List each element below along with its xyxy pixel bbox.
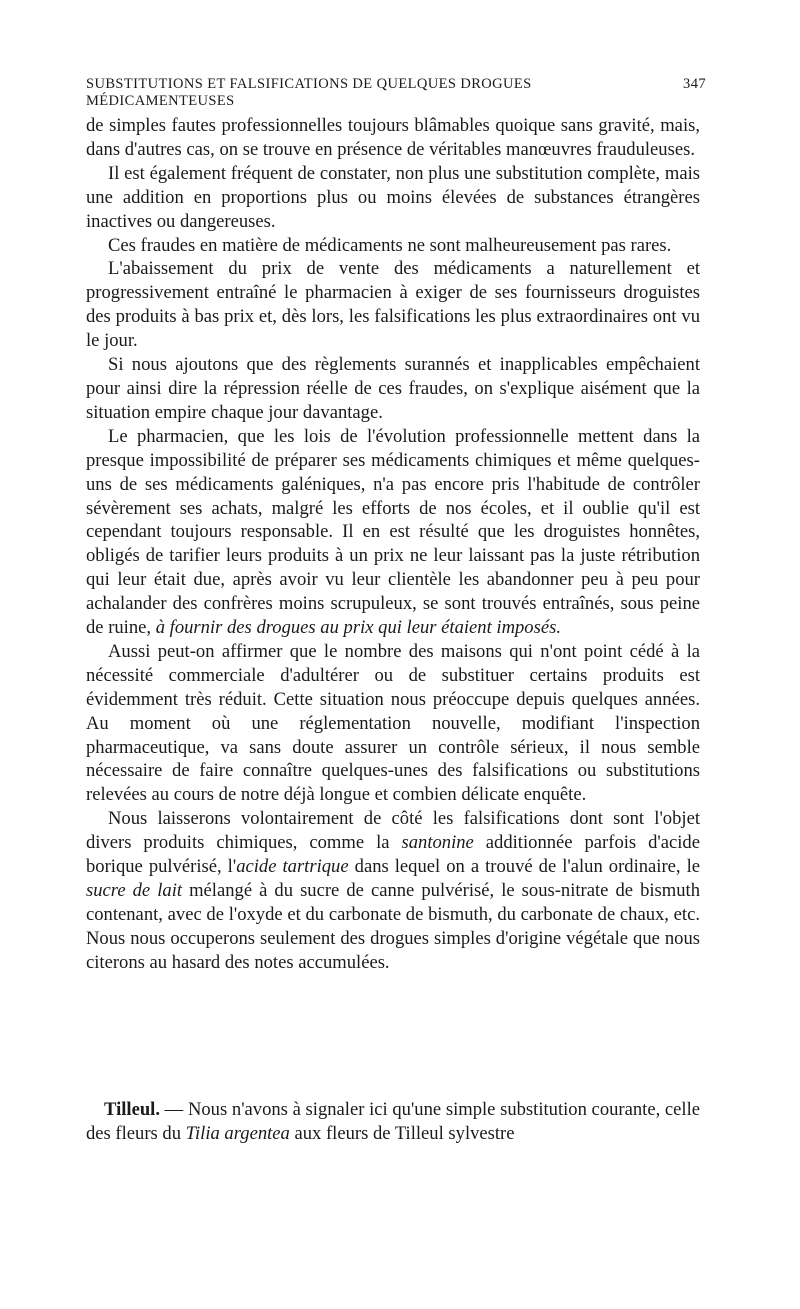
paragraph-text: Nous laisserons volontairement de côté les falsifications dont sont l'objet divers produits chimiques, comme la [86, 808, 700, 854]
paragraph-text: dans lequel on a trouvé de l'alun ordinaire, le [354, 856, 700, 878]
running-head [86, 76, 706, 110]
section-text: Nous n'avons à signaler ici qu'une simple substitution courante, celle des fleurs du [86, 1099, 700, 1144]
paragraph [86, 807, 700, 974]
italic-species: Tilia argentea [185, 1122, 290, 1144]
paragraph: L'abaissement du prix de vente des médicaments a naturellement et progressivement entraîné le pharmacien à exiger de ses fournisseurs droguistes des produits à bas prix et, dès lors, les falsifications les plus extraordinaires ont vu le jour. [86, 258, 700, 352]
paragraph: Ces fraudes en matière de médicaments ne sont malheureusement pas rares. [108, 234, 672, 256]
italic-term: santonine [401, 832, 474, 854]
italic-term: sucre de lait [86, 880, 183, 901]
paragraph: Il est également fréquent de constater, non plus une substitution complète, mais une addition en proportions plus ou moins élevées de substances étrangères inactives ou dangereuses. [86, 162, 700, 232]
paragraph: Si nous ajoutons que des règlements surannés et inapplicables empêchaient pour ainsi dire la répression réelle de ces fraudes, on s'explique aisément que la situation empire chaque jour davantage. [86, 354, 700, 423]
section-heading: Tilleul. [104, 1099, 160, 1120]
italic-phrase: à fournir des drogues au prix qui leur étaient imposés. [155, 617, 561, 639]
em-dash: — [164, 1099, 184, 1120]
section-text: aux fleurs de Tilleul sylvestre [294, 1122, 515, 1144]
running-title: SUBSTITUTIONS ET FALSIFICATIONS DE QUELQUES DROGUES MÉDICAMENTEUSES [86, 76, 532, 109]
body-text [86, 114, 700, 975]
italic-term: acide tartrique [236, 856, 349, 878]
section-tilleul [86, 1098, 700, 1146]
paragraph-continued: de simples fautes professionnelles toujours blâmables quoique sans gravité, mais, dans d'autres cas, on se trouve en présence de véritables manœuvres frauduleuses. [86, 115, 700, 160]
section-paragraph [86, 1098, 700, 1146]
paragraph [86, 425, 700, 640]
page-number: 347 [683, 76, 706, 92]
paragraph-text: mélangé à du sucre de canne pulvérisé, le sous-nitrate de bismuth contenant, avec de l'oxyde et du carbonate de bismuth, du carbonate de chaux, etc. Nous nous occuperons seulement des drogues simples d'origine végétale que nous citerons au hasard des notes accumulées. [86, 880, 700, 973]
paragraph-text: additionnée parfois d'acide borique pulvérisé, l' [86, 832, 700, 878]
paragraph: Aussi peut-on affirmer que le nombre des maisons qui n'ont point cédé à la nécessité commerciale d'adultérer ou de substituer certains produits est évidemment très réduit. Cette situation nous préoccupe depuis quelques années. Au moment où une réglementation nouvelle, modifiant l'inspection pharmaceutique, va sans doute assurer un contrôle sérieux, il nous semble nécessaire de faire connaître quelques-unes des falsifications ou substitutions relevées au cours de notre déjà longue et combien délicate enquête. [86, 640, 700, 806]
paragraph-text: Le pharmacien, que les lois de l'évolution professionnelle mettent dans la presque impossibilité de préparer ses médicaments chimiques et même quelques-uns de ses médicaments galéniques, n'a pas encore pris l'habitude de contrôler sévèrement ses achats, malgré les efforts de nos écoles, et il oublie qu'il est cependant toujours responsable. Il en est résulté que les droguistes honnêtes, obligés de tarifier leurs produits à un prix ne leur laissant pas la juste rétribution qui leur était due, après avoir vu leur clientèle les abandonner peu à peu pour achalander des confrères moins scrupuleux, se sont trouvés entraînés, sous peine de ruine, [86, 425, 700, 639]
